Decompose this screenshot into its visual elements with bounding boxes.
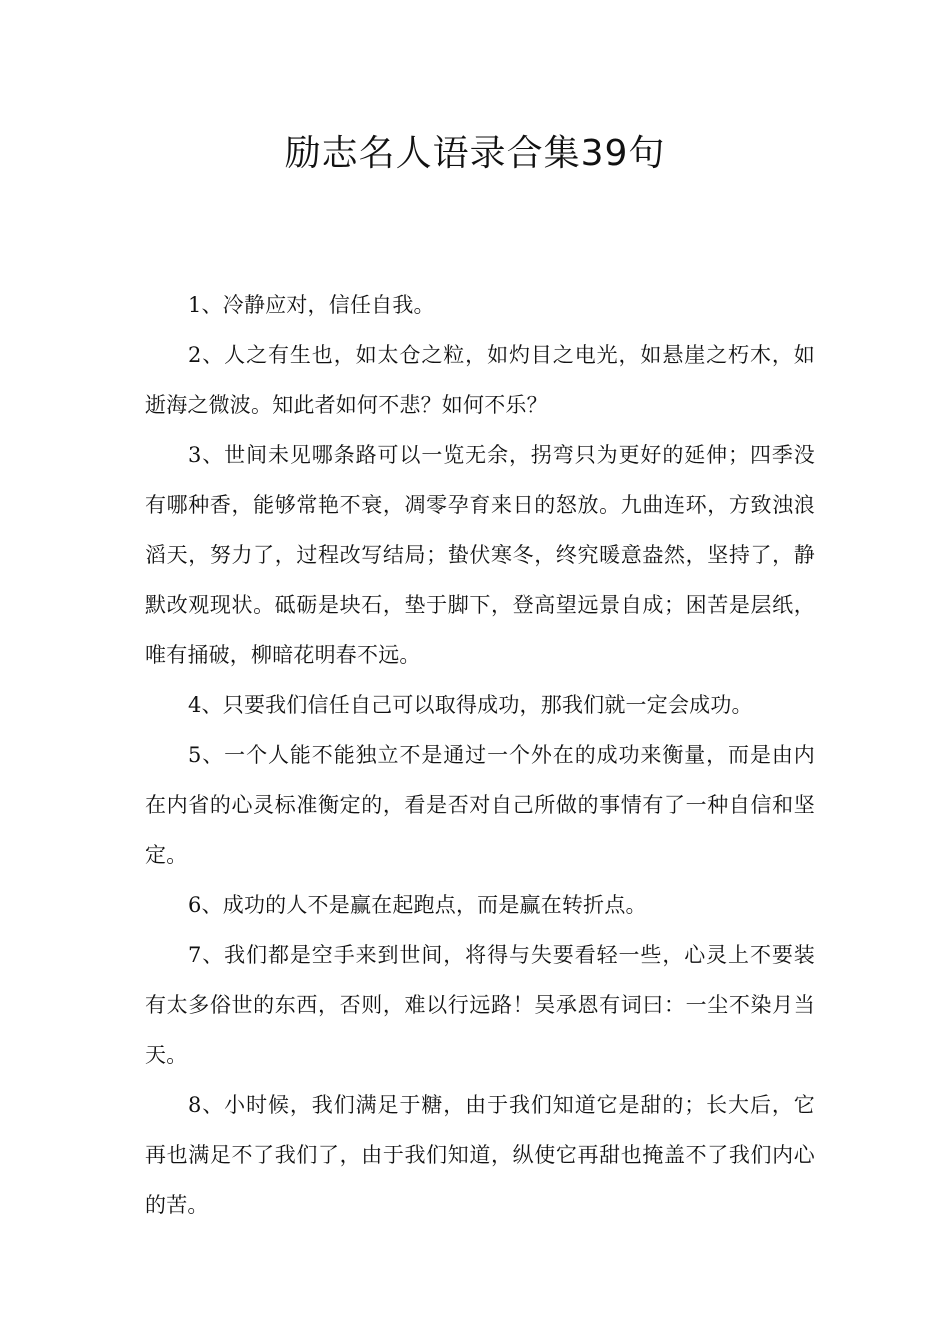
quote-paragraph-5: 5、一个人能不能独立不是通过一个外在的成功来衡量，而是由内在内省的心灵标准衡定的，看是否对自己所做的事情有了一种自信和坚定。 bbox=[145, 743, 815, 867]
document-body bbox=[145, 280, 815, 1230]
quote-paragraph-2: 2、人之有生也，如太仓之粒，如灼目之电光，如悬崖之朽木，如逝海之微波。知此者如何不悲？如何不乐？ bbox=[145, 343, 815, 417]
quote-paragraph-1: 1、冷静应对，信任自我。 bbox=[188, 293, 435, 317]
document-title: 励志名人语录合集39句 bbox=[284, 133, 666, 174]
quote-paragraph-8: 8、小时候，我们满足于糖，由于我们知道它是甜的；长大后，它再也满足不了我们了，由于我们知道，纵使它再甜也掩盖不了我们内心的苦。 bbox=[145, 1093, 815, 1217]
quote-paragraph-4: 4、只要我们信任自己可以取得成功，那我们就一定会成功。 bbox=[188, 693, 753, 717]
quote-paragraph-6: 6、成功的人不是赢在起跑点，而是赢在转折点。 bbox=[188, 893, 647, 917]
quote-paragraph-3: 3、世间未见哪条路可以一览无余，拐弯只为更好的延伸；四季没有哪种香，能够常艳不衰，凋零孕育来日的怒放。九曲连环，方致浊浪滔天，努力了，过程改写结局；蛰伏寒冬，终究暖意盎然，坚持了，静默改观现状。砥砺是块石，垫于脚下，登高望远景自成；困苦是层纸，唯有捅破，柳暗花明春不远。 bbox=[145, 443, 815, 667]
quote-paragraph-7: 7、我们都是空手来到世间，将得与失要看轻一些，心灵上不要装有太多俗世的东西，否则，难以行远路！吴承恩有词曰：一尘不染月当天。 bbox=[145, 943, 815, 1067]
